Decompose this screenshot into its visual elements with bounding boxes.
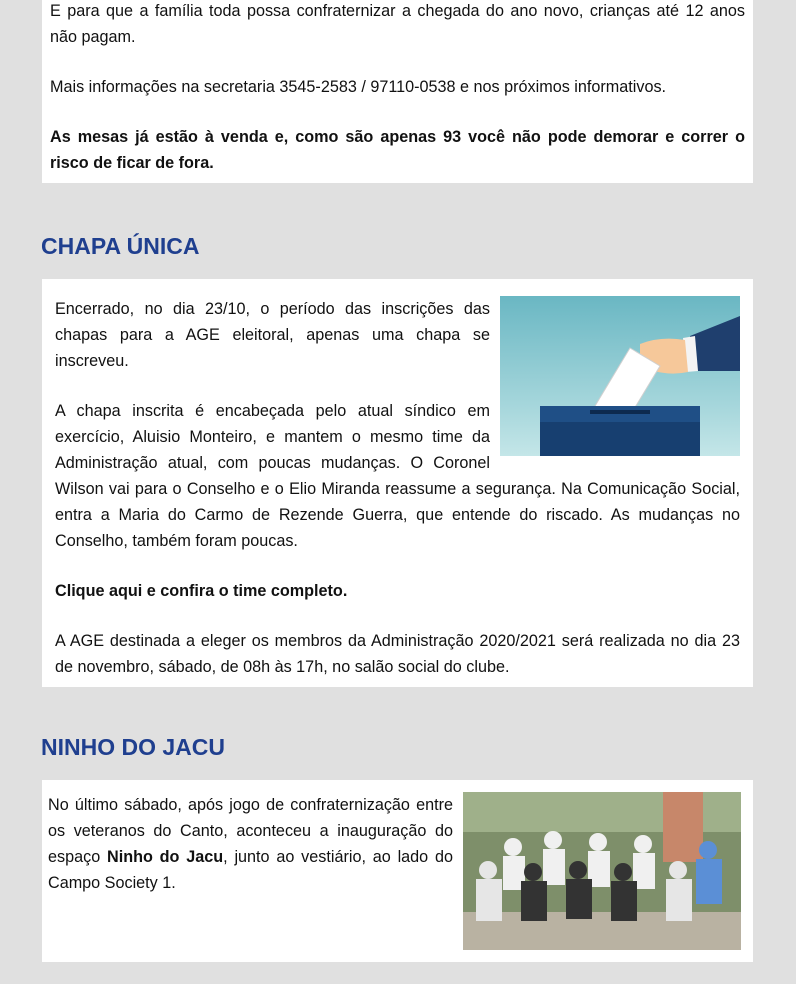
event-info-card [42,0,753,183]
view-full-team-link[interactable]: Clique aqui e confira o time completo. [55,582,348,600]
chapa-unica-card [42,279,753,687]
group-photo-icon [463,792,741,950]
ninho-do-jacu-card [42,780,753,962]
group-photo [463,792,741,950]
children-free-text: E para que a família toda possa confraternizar a chegada do ano novo, crianças até 12 anos não pagam. [50,2,745,46]
chapa-details-text: A chapa inscrita é encabeçada pelo atual síndico em exercício, Aluisio Monteiro, e mantem o mesmo time da Administração atual, com poucas mudanças. O Coronel Wilson vai para o Conselho e o Elio Miranda reassume a segurança. Na Comunicação Social, entra a Maria do Carmo de Rezende Guerra, que entende do riscado. As mudanças no Conselho, também foram poucas. [55,402,740,550]
registration-closed-text: Encerrado, no dia 23/10, o período das inscrições das chapas para a AGE eleitoral, apenas uma chapa se inscreveu. [55,300,490,370]
ninho-do-jacu-bold: Ninho do Jacu [107,848,224,866]
ballot-box-illustration [500,296,740,456]
section-title-ninho-do-jacu: NINHO DO JACU [41,734,226,760]
tables-on-sale-text: As mesas já estão à venda e, como são apenas 93 você não pode demorar e correr o risco de ficar de fora. [50,128,745,172]
age-date-text: A AGE destinada a eleger os membros da Administração 2020/2021 será realizada no dia 23 de novembro, sábado, de 08h às 17h, no salão social do clube. [55,632,740,676]
ninho-inauguration-text: No último sábado, após jogo de confraternização entre os veteranos do Canto, aconteceu a inauguração do espaço Ninho do Jacu, junto ao vestiário, ao lado do Campo Society 1. [48,796,453,892]
ballot-box-icon [500,296,740,456]
section-title-chapa-unica: CHAPA ÚNICA [41,233,200,259]
secretary-contact-text: Mais informações na secretaria 3545-2583 / 97110-0538 e nos próximos informativos. [50,78,667,96]
